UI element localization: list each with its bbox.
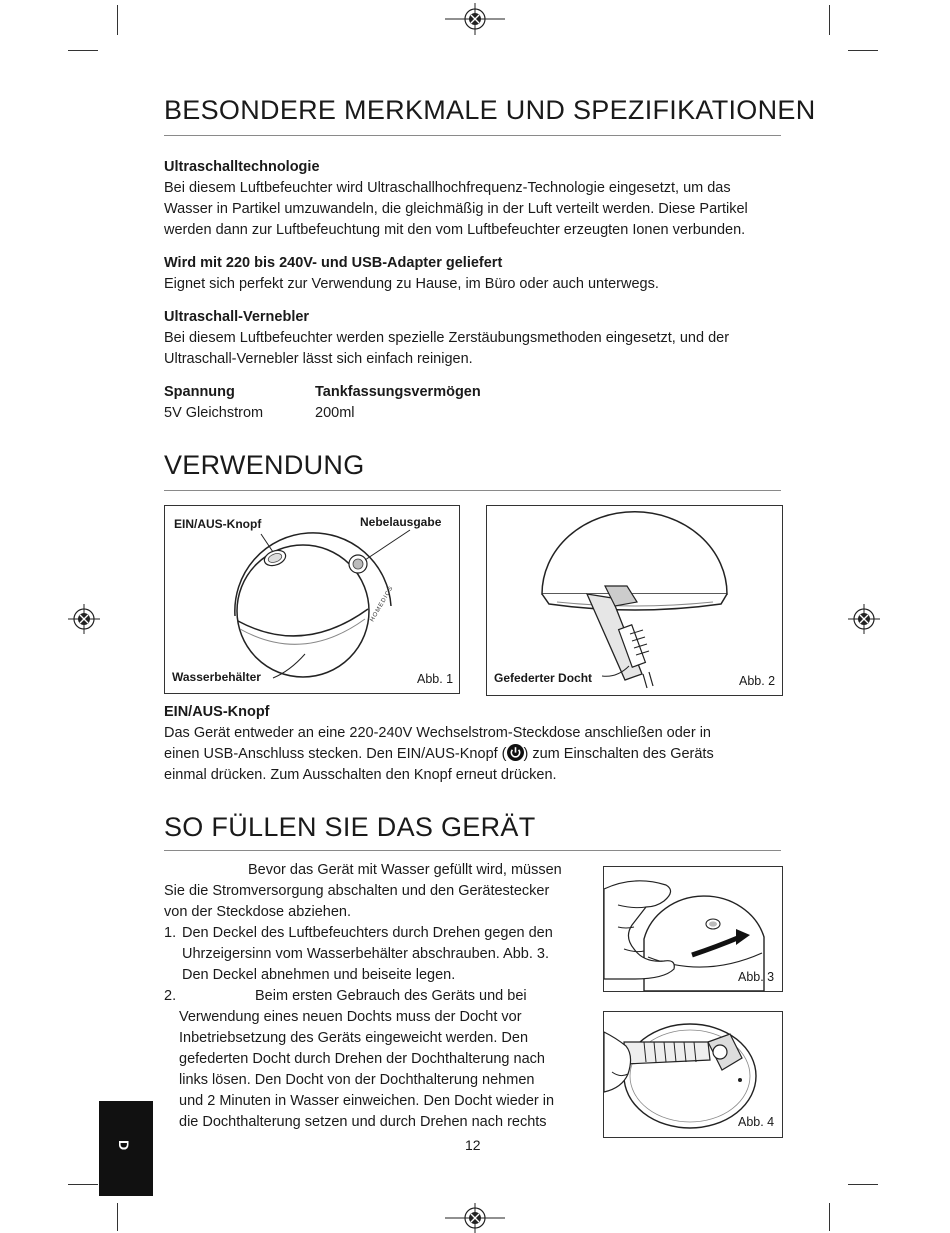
registration-mark-icon bbox=[848, 604, 880, 634]
power-icon bbox=[507, 744, 524, 761]
body-line: und 2 Minuten in Wasser einweichen. Den Docht wieder in bbox=[179, 1093, 555, 1109]
section-heading: BESONDERE MERKMALE UND SPEZIFIKATIONEN bbox=[164, 95, 816, 125]
figure-caption: Abb. 2 bbox=[739, 674, 776, 688]
heading-rule bbox=[164, 135, 781, 136]
label-on-off-button: EIN/AUS-Knopf bbox=[174, 517, 262, 531]
spec-value: 5V Gleichstrom bbox=[164, 405, 264, 421]
spec-label: Spannung bbox=[164, 384, 235, 400]
body-line-part: ) zum Einschalten des Geräts bbox=[523, 746, 714, 762]
block-title: Ultraschalltechnologie bbox=[164, 159, 320, 175]
body-line: Bei diesem Luftbefeuchter wird Ultraschallhochfrequenz-Technologie eingesetzt, um das bbox=[164, 180, 731, 196]
figure-caption: Abb. 1 bbox=[417, 672, 454, 686]
crop-mark bbox=[848, 1184, 878, 1185]
body-line: werden dann zur Luftbefeuchtung mit den vom Luftbefeuchter erzeugten Ionen verbunden. bbox=[164, 222, 746, 238]
label-water-tank: Wasserbehälter bbox=[172, 670, 261, 684]
step-number: 2. bbox=[164, 988, 177, 1004]
body-line: Sie die Stromversorgung abschalten und den Gerätestecker bbox=[164, 883, 550, 899]
crop-mark bbox=[68, 50, 98, 51]
block-title: Ultraschall-Vernebler bbox=[164, 309, 310, 325]
body-line: Verwendung eines neuen Dochts muss der Docht vor bbox=[179, 1009, 522, 1025]
crop-mark bbox=[829, 1203, 830, 1231]
body-line: von der Steckdose abziehen. bbox=[164, 904, 352, 920]
registration-mark-icon bbox=[445, 1203, 505, 1233]
figure-caption: Abb. 3 bbox=[738, 970, 775, 984]
registration-mark-icon bbox=[445, 3, 505, 35]
language-tab-label: D bbox=[116, 1139, 133, 1151]
crop-mark bbox=[829, 5, 830, 35]
body-line: Den Deckel abnehmen und beiseite legen. bbox=[182, 967, 456, 983]
heading-rule bbox=[164, 490, 781, 491]
heading-rule bbox=[164, 850, 781, 851]
body-line: Eignet sich perfekt zur Verwendung zu Hause, im Büro oder auch unterwegs. bbox=[164, 276, 659, 292]
body-line: einmal drücken. Zum Ausschalten den Knopf erneut drücken. bbox=[164, 767, 557, 783]
body-line: die Dochthalterung setzen und durch Drehen nach rechts bbox=[179, 1114, 547, 1130]
body-line bbox=[164, 744, 714, 766]
body-line: Bei diesem Luftbefeuchter werden spezielle Zerstäubungsmethoden eingesetzt, und der bbox=[164, 330, 730, 346]
body-line: Uhrzeigersinn vom Wasserbehälter abschrauben. Abb. 3. bbox=[182, 946, 549, 962]
language-tab bbox=[99, 1101, 153, 1196]
body-line: Beim ersten Gebrauch des Geräts und bei bbox=[255, 988, 527, 1004]
block-title: EIN/AUS-Knopf bbox=[164, 704, 270, 720]
crop-mark bbox=[68, 1184, 98, 1185]
section-heading: SO FÜLLEN SIE DAS GERÄT bbox=[164, 812, 536, 842]
figure-caption: Abb. 4 bbox=[738, 1115, 775, 1129]
brand-logo-text: HOMEDICS bbox=[369, 585, 395, 623]
spec-label: Tankfassungsvermögen bbox=[315, 384, 481, 400]
block-title: Wird mit 220 bis 240V- und USB-Adapter geliefert bbox=[164, 255, 503, 271]
figure-3 bbox=[603, 866, 783, 992]
label-spring-wick: Gefederter Docht bbox=[494, 671, 593, 685]
step-number: 1. bbox=[164, 925, 177, 941]
humidifier-sphere-illustration bbox=[165, 506, 459, 693]
body-line: Bevor das Gerät mit Wasser gefüllt wird, müssen bbox=[248, 862, 562, 878]
crop-mark bbox=[117, 5, 118, 35]
crop-mark bbox=[848, 50, 878, 51]
body-line: gefederten Docht durch Drehen der Dochthalterung nach bbox=[179, 1051, 545, 1067]
body-line: links lösen. Den Docht von der Dochthalterung nehmen bbox=[179, 1072, 535, 1088]
spec-value: 200ml bbox=[315, 405, 355, 421]
figure-2 bbox=[486, 505, 783, 696]
body-line-part: einen USB-Anschluss stecken. Den EIN/AUS-Knopf ( bbox=[164, 746, 507, 762]
body-line: Wasser in Partikel umzuwandeln, die gleichmäßig in der Luft verteilt werden. Diese Partikel bbox=[164, 201, 748, 217]
page-number: 12 bbox=[465, 1137, 481, 1153]
section-heading: VERWENDUNG bbox=[164, 450, 365, 480]
wick-illustration bbox=[487, 506, 782, 695]
registration-mark-icon bbox=[68, 604, 100, 634]
body-line: Inbetriebsetzung des Geräts eingeweicht werden. Den bbox=[179, 1030, 529, 1046]
body-line: Den Deckel des Luftbefeuchters durch Drehen gegen den bbox=[182, 925, 553, 941]
figure-1 bbox=[164, 505, 460, 694]
label-mist-outlet: Nebelausgabe bbox=[360, 515, 442, 529]
crop-mark bbox=[117, 1203, 118, 1231]
body-line: Das Gerät entweder an eine 220-240V Wechselstrom-Steckdose anschließen oder in bbox=[164, 725, 711, 741]
figure-4 bbox=[603, 1011, 783, 1138]
body-line: Ultraschall-Vernebler lässt sich einfach reinigen. bbox=[164, 351, 473, 367]
